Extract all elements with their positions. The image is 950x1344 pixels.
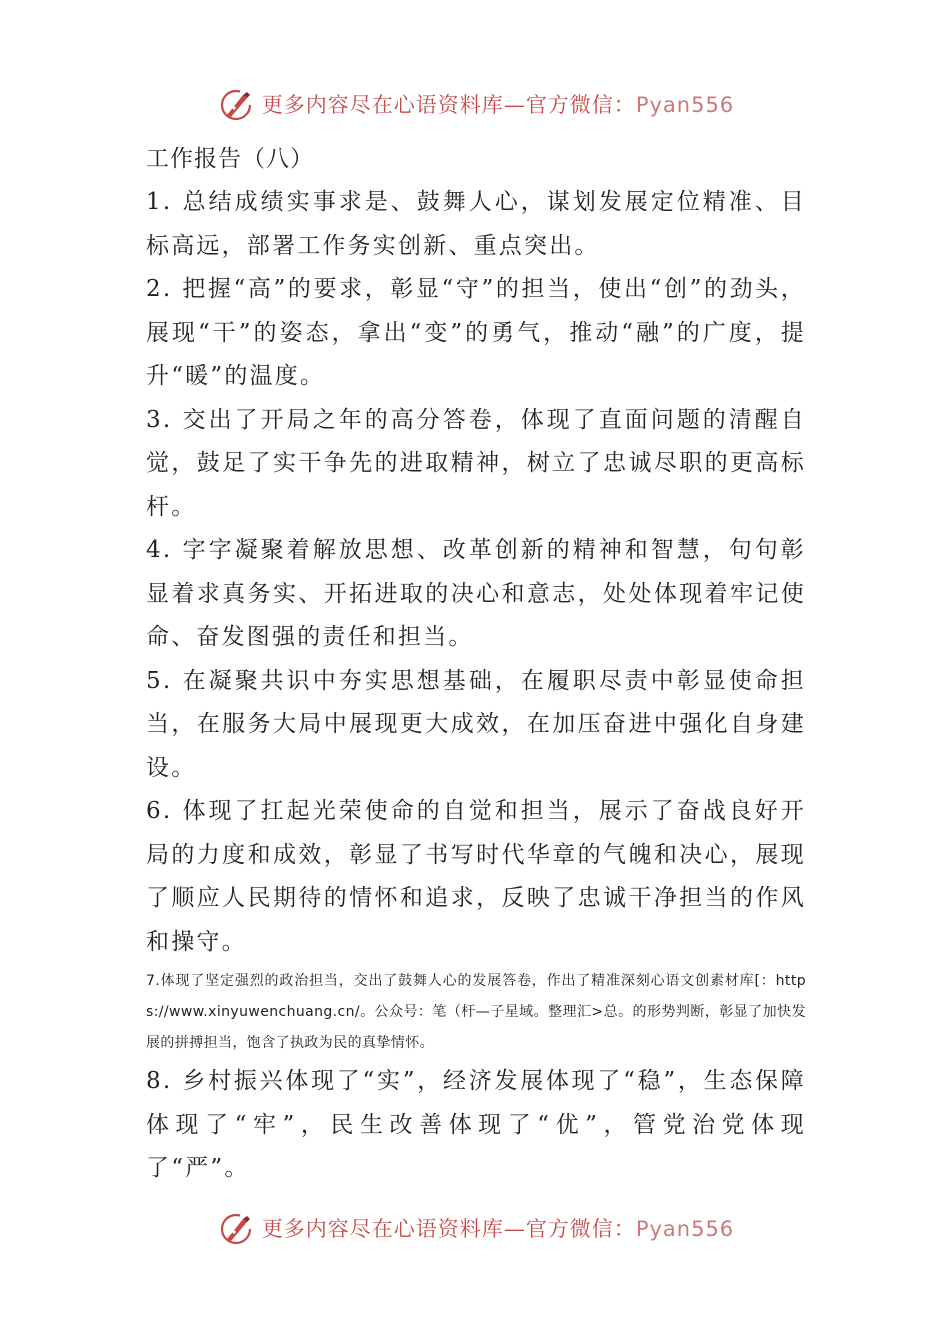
pen-nib-circle-icon [216,1208,256,1248]
watermark-dash: — [503,93,526,117]
paragraph-7: 7.体现了坚定强烈的政治担当，交出了鼓舞人心的发展答卷，作出了精准深刻心语文创素材库[：https://www.xinyuwenchuang.cn/。公众号：笔（杆—子星域。整理汇>总。的形势判断，彰显了加快发展的拼搏担当，饱含了执政为民的真挚情怀。 [146,973,806,1051]
document-title: 工作报告（八） [146,146,314,172]
watermark-wechat-id: Pyan556 [635,1217,735,1241]
paragraph-5: 5. 在凝聚共识中夯实思想基础，在履职尽责中彰显使命担当，在服务大局中展现更大成效，在加压奋进中强化自身建设。 [146,667,806,781]
header-watermark [0,82,950,126]
footer-watermark [0,1206,950,1250]
paragraph-8: 8. 乡村振兴体现了“实”，经济发展体现了“稳”，生态保障体现了“牢”，民生改善体现了“优”，管党治党体现了“严”。 [146,1068,806,1181]
paragraph-6: 6. 体现了扛起光荣使命的自觉和担当，展示了奋战良好开局的力度和成效，彰显了书写时代华章的气魄和决心，展现了顺应人民期待的情怀和追求，反映了忠诚干净担当的作风和操守。 [146,798,806,955]
paragraph-1: 1. 总结成绩实事求是、鼓舞人心，谋划发展定位精准、目标高远，部署工作务实创新、重点突出。 [146,189,806,259]
paragraph-2: 2. 把握“高”的要求，彰显“守”的担当，使出“创”的劲头，展现“干”的姿态，拿出“变”的勇气，推动“融”的广度，提升“暖”的温度。 [146,276,806,389]
paragraph-4: 4. 字字凝聚着解放思想、改革创新的精神和智慧，句句彰显着求真务实、开拓进取的决心和意志，处处体现着牢记使命、奋发图强的责任和担当。 [146,537,806,650]
watermark-official: 官方微信： [525,93,636,117]
watermark-brand: 更多内容尽在心语资料库 [261,1217,504,1241]
pen-nib-circle-icon [216,84,256,124]
watermark-official: 官方微信： [525,1217,636,1241]
watermark-wechat-id: Pyan556 [635,93,735,117]
watermark-text [262,1213,734,1243]
watermark-brand: 更多内容尽在心语资料库 [261,93,504,117]
watermark-text [262,89,734,119]
watermark-dash: — [503,1217,526,1241]
paragraph-3: 3. 交出了开局之年的高分答卷，体现了直面问题的清醒自觉，鼓足了实干争先的进取精神，树立了忠诚尽职的更高标杆。 [146,406,806,520]
document-body [146,138,806,1191]
